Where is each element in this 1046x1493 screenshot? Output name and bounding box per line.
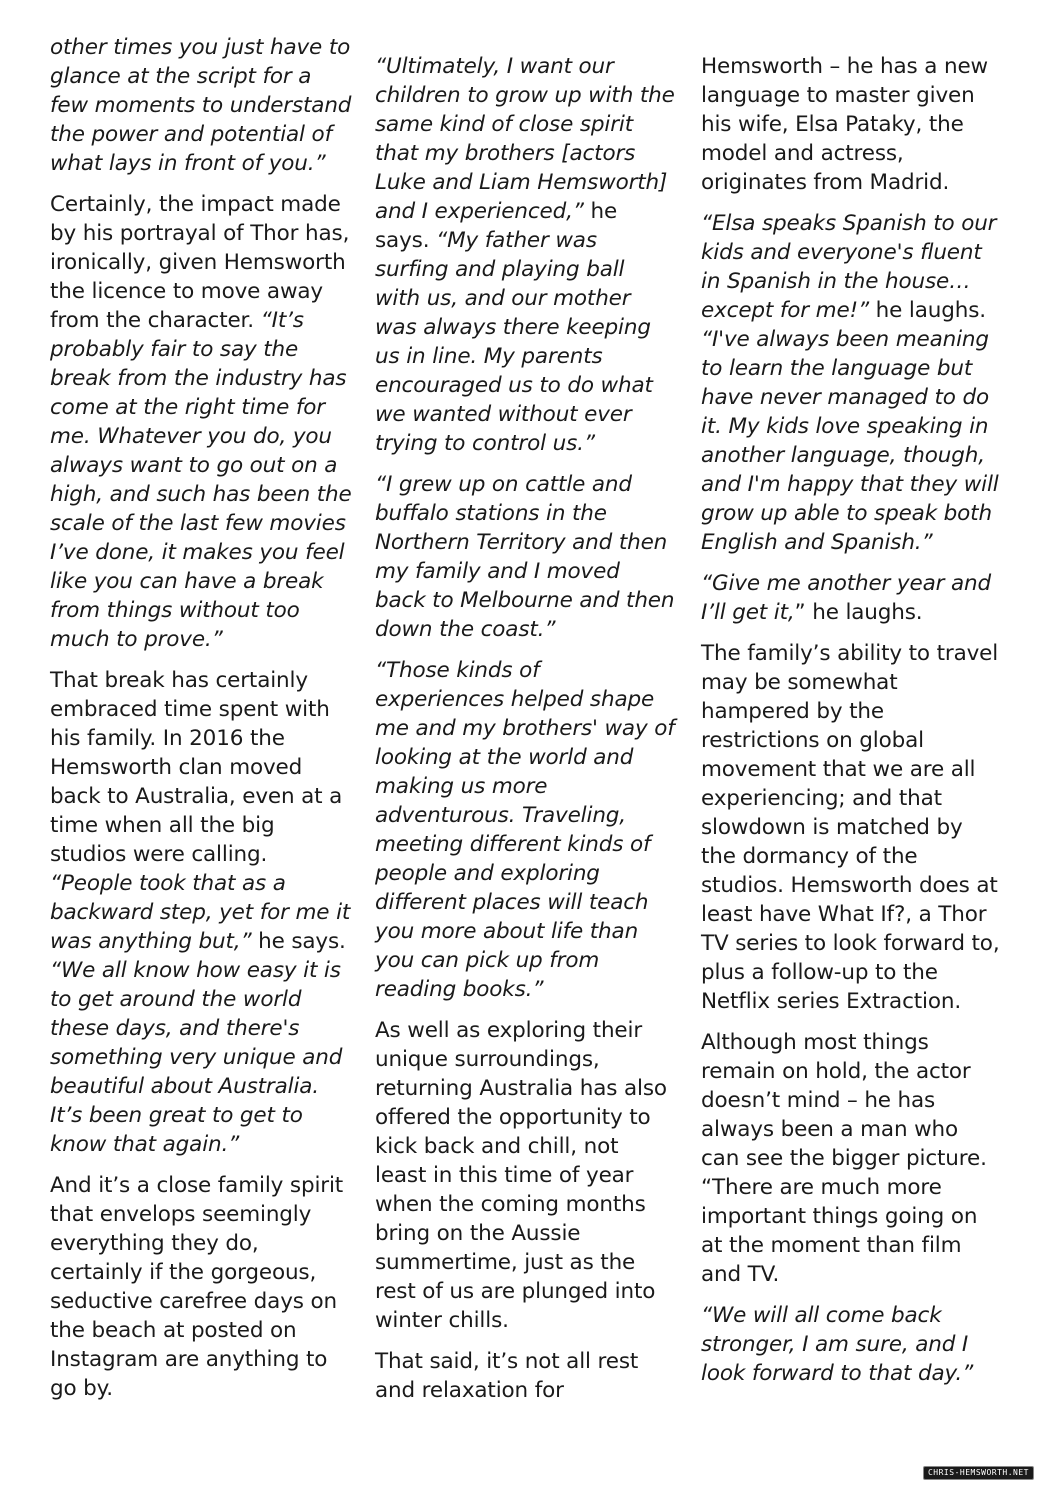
body-text: The family’s ability to travel may be somewhat hampered by the restrictions on global movement that we are all experiencing; and that slowdown is matched by the dormancy of the studios. Hemsworth does at least have What If?, a Thor TV series to look forward to, plus a follow-up to the Netflix series Extraction.: [701, 641, 1000, 1014]
article-paragraph: [701, 52, 1001, 197]
article-paragraph: [50, 1171, 352, 1403]
quote-text: “I grew up on cattle and buffalo stations in the Northern Territory and then my family and I moved back to Melbourne and then down the coast.”: [375, 472, 675, 642]
article-paragraph: [50, 190, 352, 654]
body-text: he laughs.: [869, 298, 986, 323]
article-paragraph: [701, 209, 1001, 557]
quote-text: “Elsa speaks Spanish to our kids and everyone's fluent in Spanish in the house… except for me!”: [701, 211, 997, 323]
body-text: That said, it’s not all rest and relaxation for: [375, 1349, 639, 1403]
site-watermark: CHRIS-HEMSWORTH.NET: [923, 1466, 1034, 1480]
article-column-1: [50, 33, 352, 1415]
article-paragraph: [701, 569, 1001, 627]
article-paragraph: [701, 639, 1001, 1016]
body-text: he says.: [375, 199, 618, 253]
body-text: That break has certainly embraced time spent with his family. In 2016 the Hemsworth clan moved back to Australia, even at a time when all the big studios were calling.: [50, 668, 343, 867]
body-text: As well as exploring their unique surroundings, returning Australia has also offered the opportunity to kick back and chill, not least in this time of year when the coming months bring on the Aussie summertime, just as the rest of us are plunged into winter chills.: [375, 1018, 667, 1333]
quote-text: “We will all come back stronger, I am sure, and I look forward to that day.”: [701, 1303, 974, 1386]
body-text: Certainly, the impact made by his portrayal of Thor has, ironically, given Hemsworth the licence to move away from the character.: [50, 192, 350, 333]
article-paragraph: [701, 1028, 1001, 1289]
quote-text: “My father was surfing and playing ball with us, and our mother was always there keeping us in line. My parents encouraged us to do what we wanted without ever trying to control us.”: [375, 228, 653, 456]
article-paragraph: [375, 1016, 675, 1335]
article-column-3: [701, 52, 1001, 1400]
quote-text: “It’s probably fair to say the break from the industry has come at the right time for me. Whatever you do, you always want to go out on a high, and such has been the scale of the last few movies I’ve done, it makes you feel like you can have a break from things without too much to prove.”: [50, 308, 352, 652]
quote-text: “Ultimately, I want our children to grow up with the same kind of close spirit that my brothers [actors Luke and Liam Hemsworth] and I experienced,”: [375, 54, 675, 224]
article-column-2: [375, 52, 675, 1417]
quote-text: “Give me another year and I’ll get it,: [701, 571, 991, 625]
article-paragraph: [50, 666, 352, 1159]
quote-text: “I've always been meaning to learn the language but have never managed to do it. My kids love speaking in another language, though, and I'm happy that they will grow up able to speak both English and Spanish.”: [701, 327, 999, 555]
quote-text: “We all know how easy it is to get around the world these days, and there's something very unique and beautiful about Australia. It’s been great to get to know that again.”: [50, 958, 343, 1157]
article-paragraph: [375, 656, 675, 1004]
article-paragraph: [375, 1347, 675, 1405]
quote-text: “People took that as a backward step, yet for me it was anything but,”: [50, 871, 351, 954]
body-text: he says.: [251, 929, 346, 954]
article-paragraph: [375, 470, 675, 644]
quote-text: “Those kinds of experiences helped shape me and my brothers' way of looking at the world and making us more adventurous. Traveling, meeting different kinds of people and exploring different places will teach you more about life than you can pick up from reading books.”: [375, 658, 675, 1002]
article-paragraph: [701, 1301, 1001, 1388]
quote-text: other times you just have to glance at the script for a few moments to understand the power and potential of what lays in front of you.”: [50, 35, 352, 176]
article-paragraph: [50, 33, 352, 178]
body-text: Although most things remain on hold, the actor doesn’t mind – he has always been a man who can see the bigger picture. “There are much more important things going on at the moment than film and TV.: [701, 1030, 987, 1287]
body-text: And it’s a close family spirit that envelops seemingly everything they do, certainly if the gorgeous, seductive carefree days on the beach at posted on Instagram are anything to go by.: [50, 1173, 344, 1401]
body-text: ” he laughs.: [794, 600, 923, 625]
article-paragraph: [375, 52, 675, 458]
body-text: Hemsworth – he has a new language to master given his wife, Elsa Pataky, the model and actress, originates from Madrid.: [701, 54, 988, 195]
